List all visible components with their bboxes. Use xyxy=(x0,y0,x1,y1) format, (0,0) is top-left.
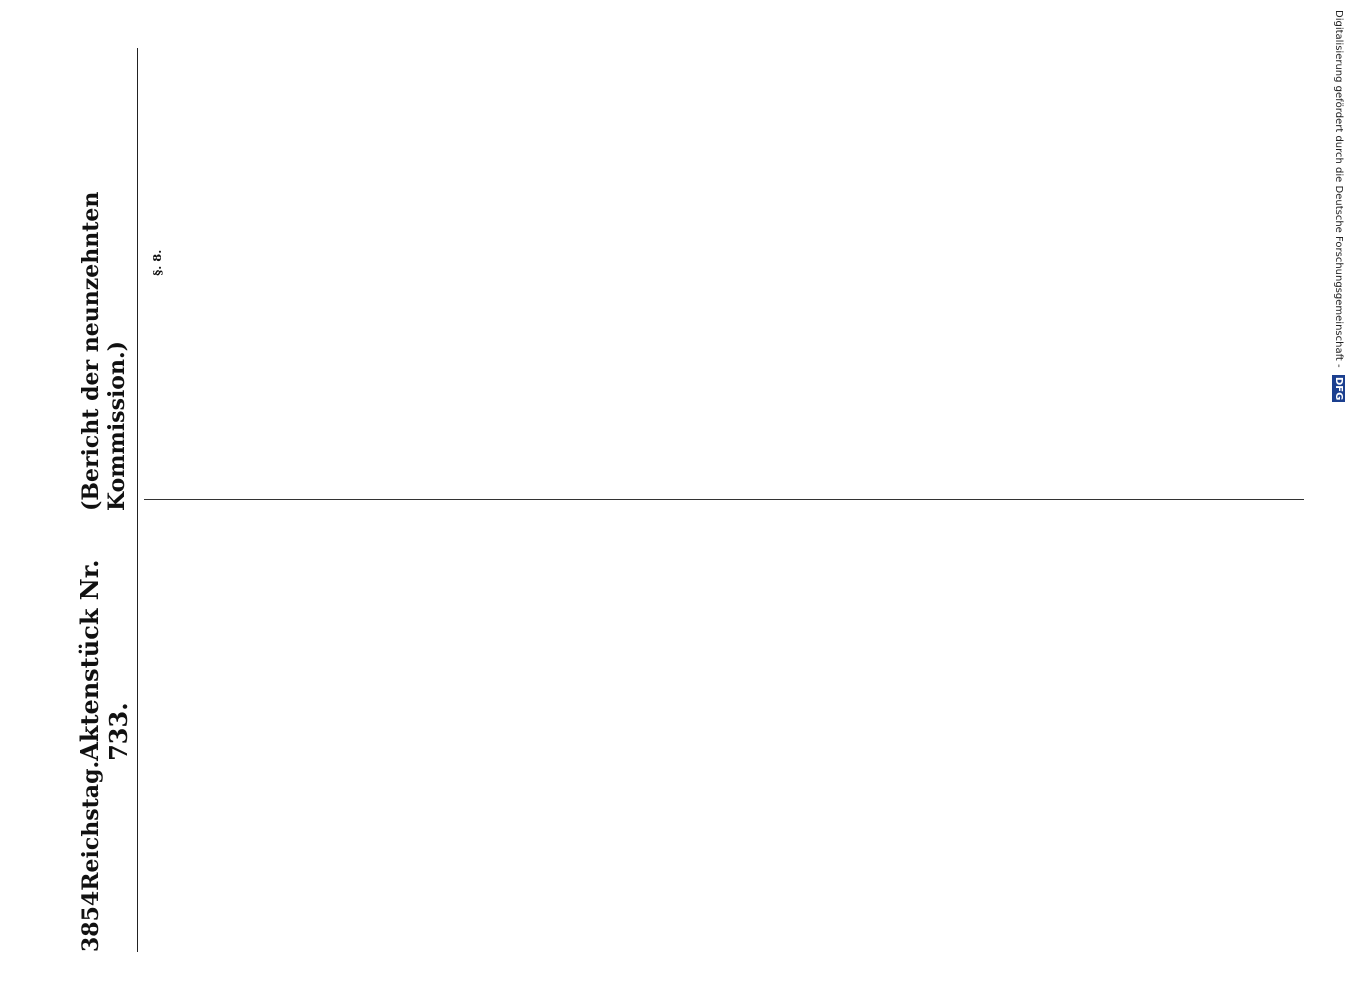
text-columns xyxy=(144,48,1304,952)
left-column xyxy=(144,523,1304,953)
header-left: Reichstag. xyxy=(77,760,104,891)
credit-text: Digitalisierung gefördert durch die Deutsche Forschungsgemeinschaft - xyxy=(1333,10,1344,368)
header-title: Aktenstück Nr. 733. xyxy=(74,559,133,761)
header-right: (Bericht der neunzehnten Kommission.) xyxy=(77,191,130,512)
page-number: 3854 xyxy=(77,890,104,952)
page-header xyxy=(75,48,138,952)
document-sheet xyxy=(57,20,1297,980)
column-divider xyxy=(144,500,1304,501)
dfg-logo: DFG xyxy=(1333,376,1344,401)
right-column xyxy=(144,48,1304,478)
section-marker: §. 8. xyxy=(149,249,164,276)
digitization-credit xyxy=(1332,10,1345,402)
